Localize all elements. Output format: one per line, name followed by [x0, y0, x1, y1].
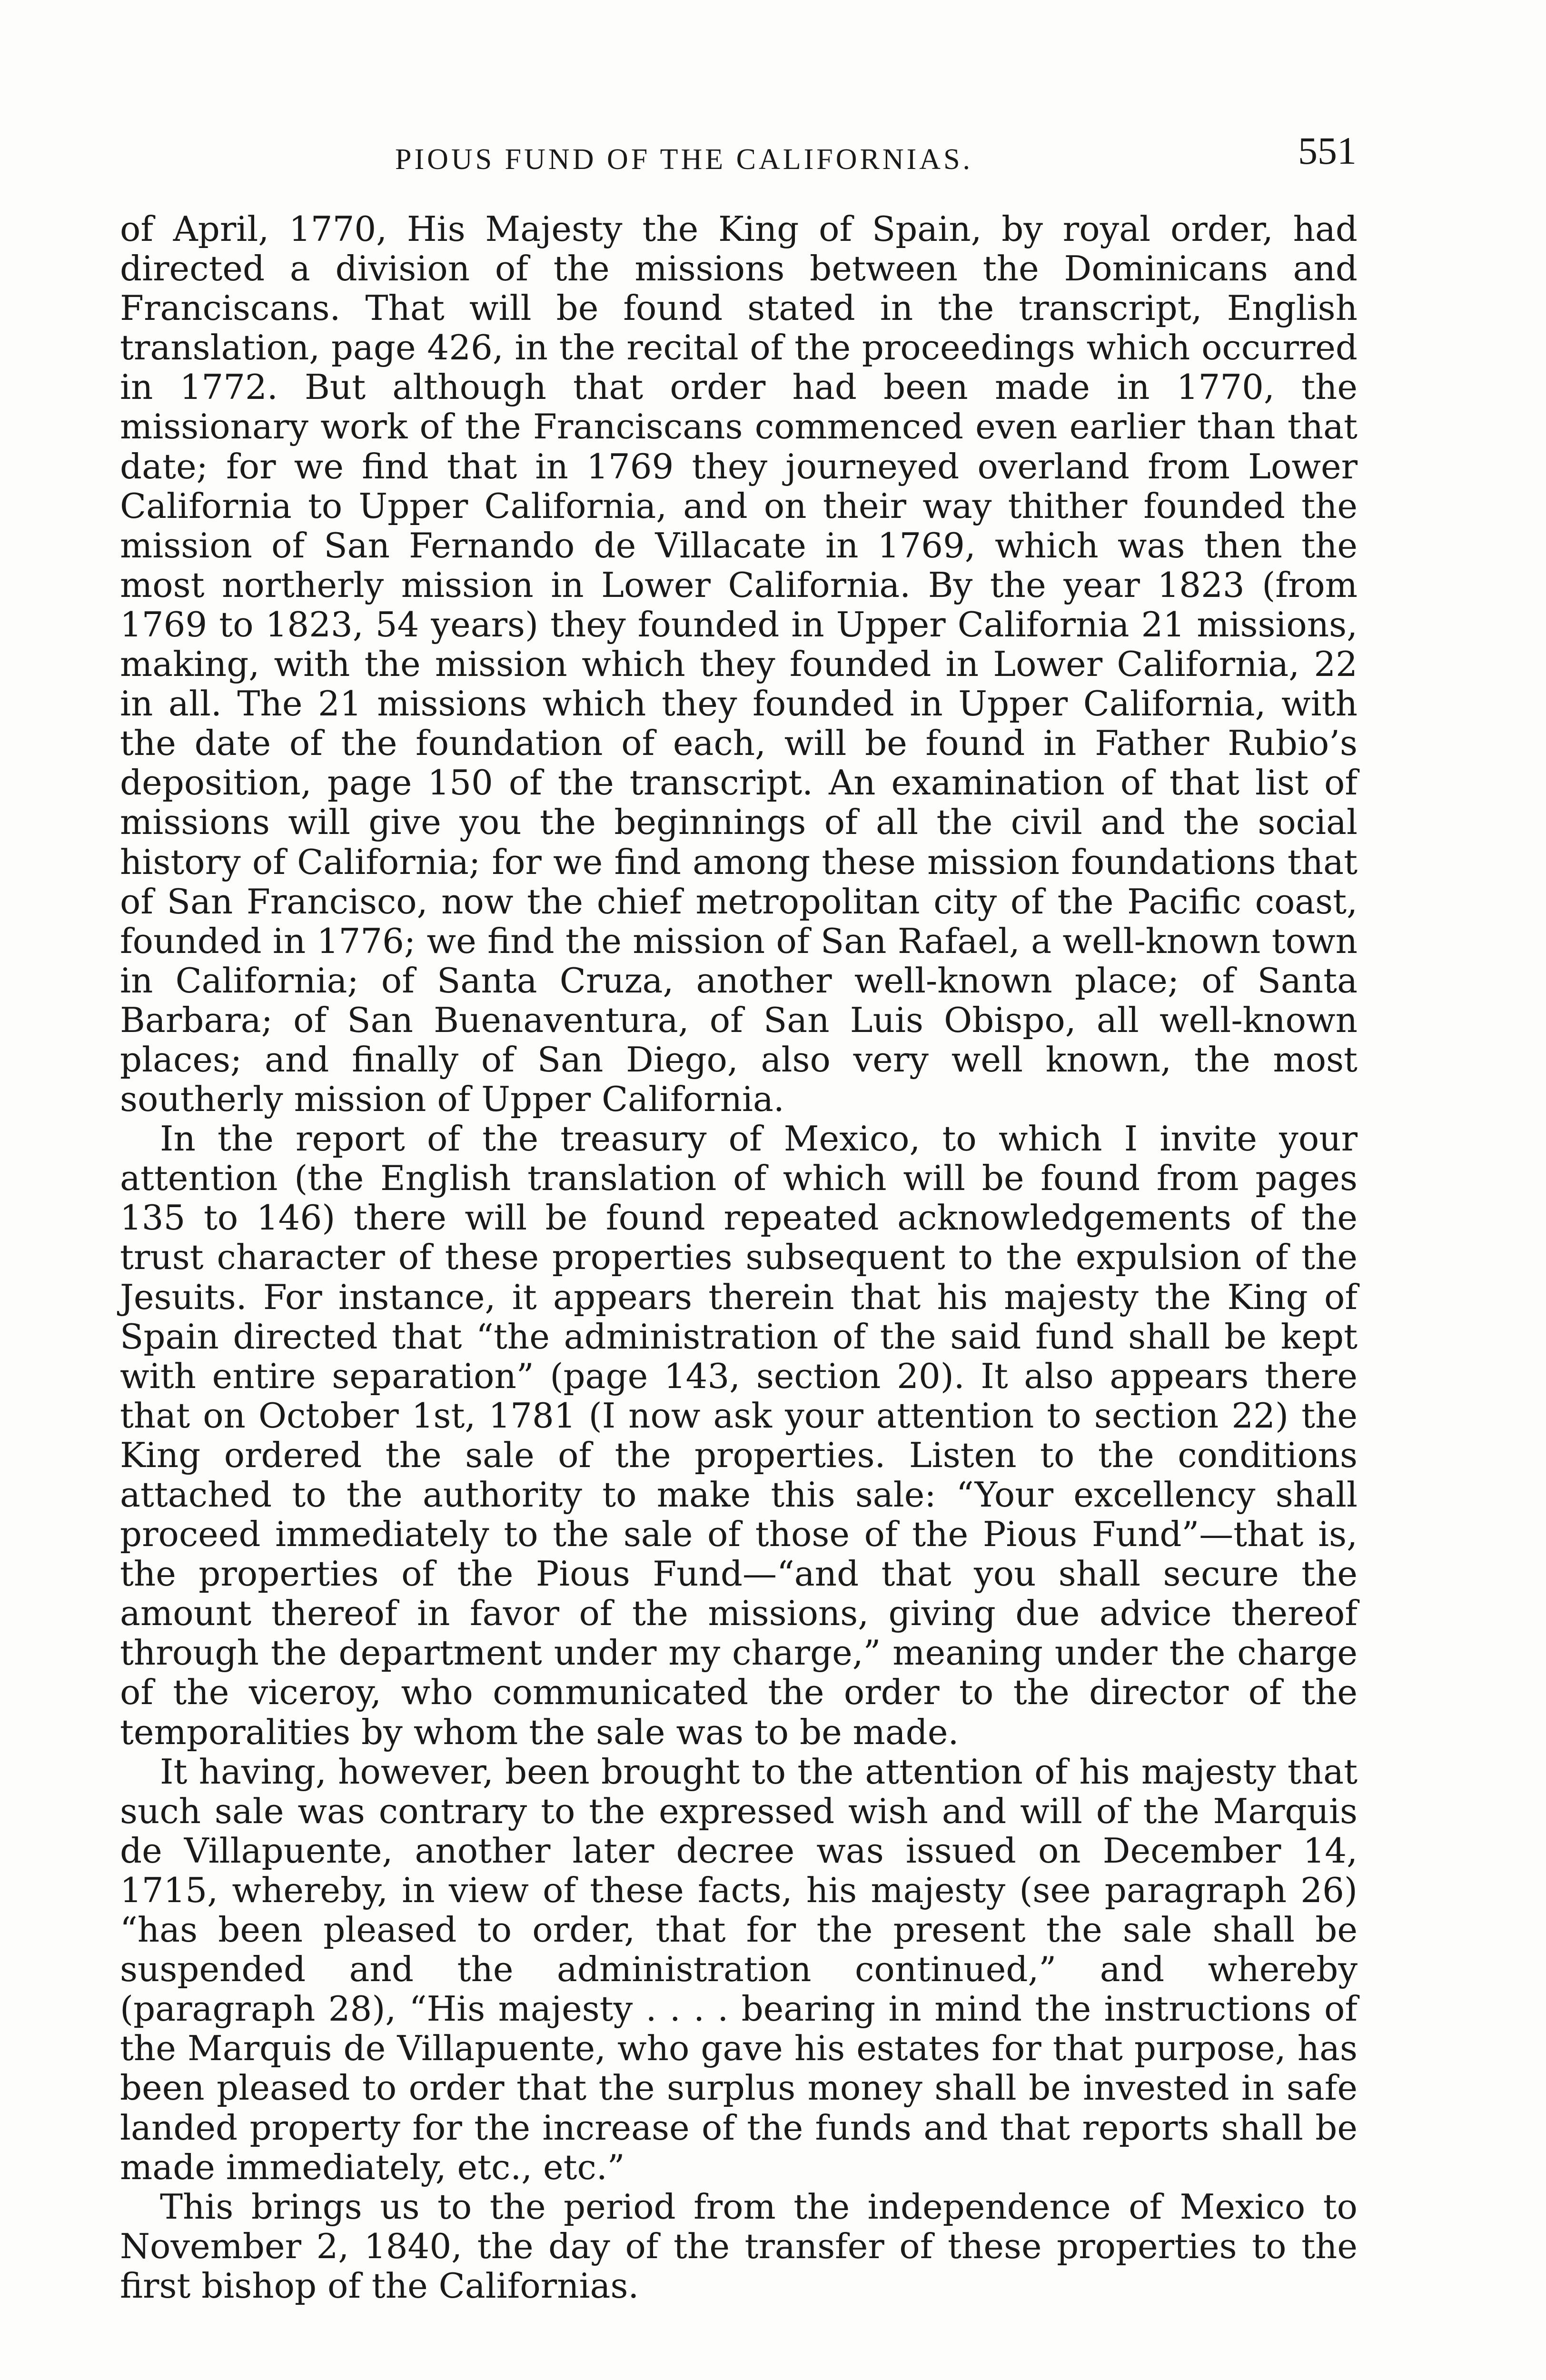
running-head: PIOUS FUND OF THE CALIFORNIAS.	[395, 143, 973, 176]
page-header	[119, 129, 1357, 186]
page-number: 551	[1298, 129, 1357, 172]
paragraph: of April, 1770, His Majesty the King of Spain, by royal order, had directed a division of the missions between the Dominicans and Franciscans. That will be found stated in the transcript, English translation, page 426, in the recital of the proceedings which occurred in 1772. But although that order had been made in 1770, the missionary work of the Franciscans commenced even earlier than that date; for we find that in 1769 they journeyed overland from Lower California to Upper California, and on their way thither founded the mission of San Fernando de Villacate in 1769, which was then the most northerly mission in Lower California. By the year 1823 (from 1769 to 1823, 54 years) they founded in Upper California 21 missions, making, with the mission which they founded in Lower California, 22 in all. The 21 missions which they founded in Upper California, with the date of the foundation of each, will be found in Father Rubio’s deposition, page 150 of the transcript. An examination of that list of missions will give you the beginnings of all the civil and the social history of California; for we find among these mission foundations that of San Francisco, now the chief metropolitan city of the Pacific coast, founded in 1776; we find the mission of San Rafael, a well-known town in California; of Santa Cruza, another well-known place; of Santa Barbara; of San Buenaventura, of San Luis Obispo, all well-known places; and finally of San Diego, also very well known, the most southerly mission of Upper California.	[120, 209, 1358, 1120]
paragraph: This brings us to the period from the independence of Mexico to November 2, 1840, the day of the transfer of these properties to the first bishop of the Californias.	[120, 2186, 1358, 2306]
paragraph: It having, however, been brought to the attention of his majesty that such sale was contrary to the expressed wish and will of the Marquis de Villapuente, another later decree was issued on December 14, 1715, whereby, in view of these facts, his majesty (see paragraph 26) “has been pleased to order, that for the present the sale shall be suspended and the administration continued,” and whereby (paragraph 28), “His majesty . . . . bearing in mind the instructions of the Marquis de Villapuente, who gave his estates for that purpose, has been pleased to order that the surplus money shall be invested in safe landed property for the increase of the funds and that reports shall be made immediately, etc., etc.”	[120, 1751, 1358, 2187]
body-text	[120, 209, 1358, 2306]
paragraph: In the report of the treasury of Mexico, to which I invite your attention (the English translation of which will be found from pages 135 to 146) there will be found repeated acknowledgements of the trust character of these properties subsequent to the expulsion of the Jesuits. For instance, it appears therein that his majesty the King of Spain directed that “the administration of the said fund shall be kept with entire separation” (page 143, section 20). It also appears there that on October 1st, 1781 (I now ask your attention to section 22) the King ordered the sale of the properties. Listen to the conditions attached to the authority to make this sale: “Your excellency shall proceed immediately to the sale of those of the Pious Fund”—that is, the properties of the Pious Fund—“and that you shall secure the amount thereof in favor of the missions, giving due advice thereof through the department under my charge,” meaning under the charge of the viceroy, who communicated the order to the director of the temporalities by whom the sale was to be made.	[120, 1119, 1358, 1752]
